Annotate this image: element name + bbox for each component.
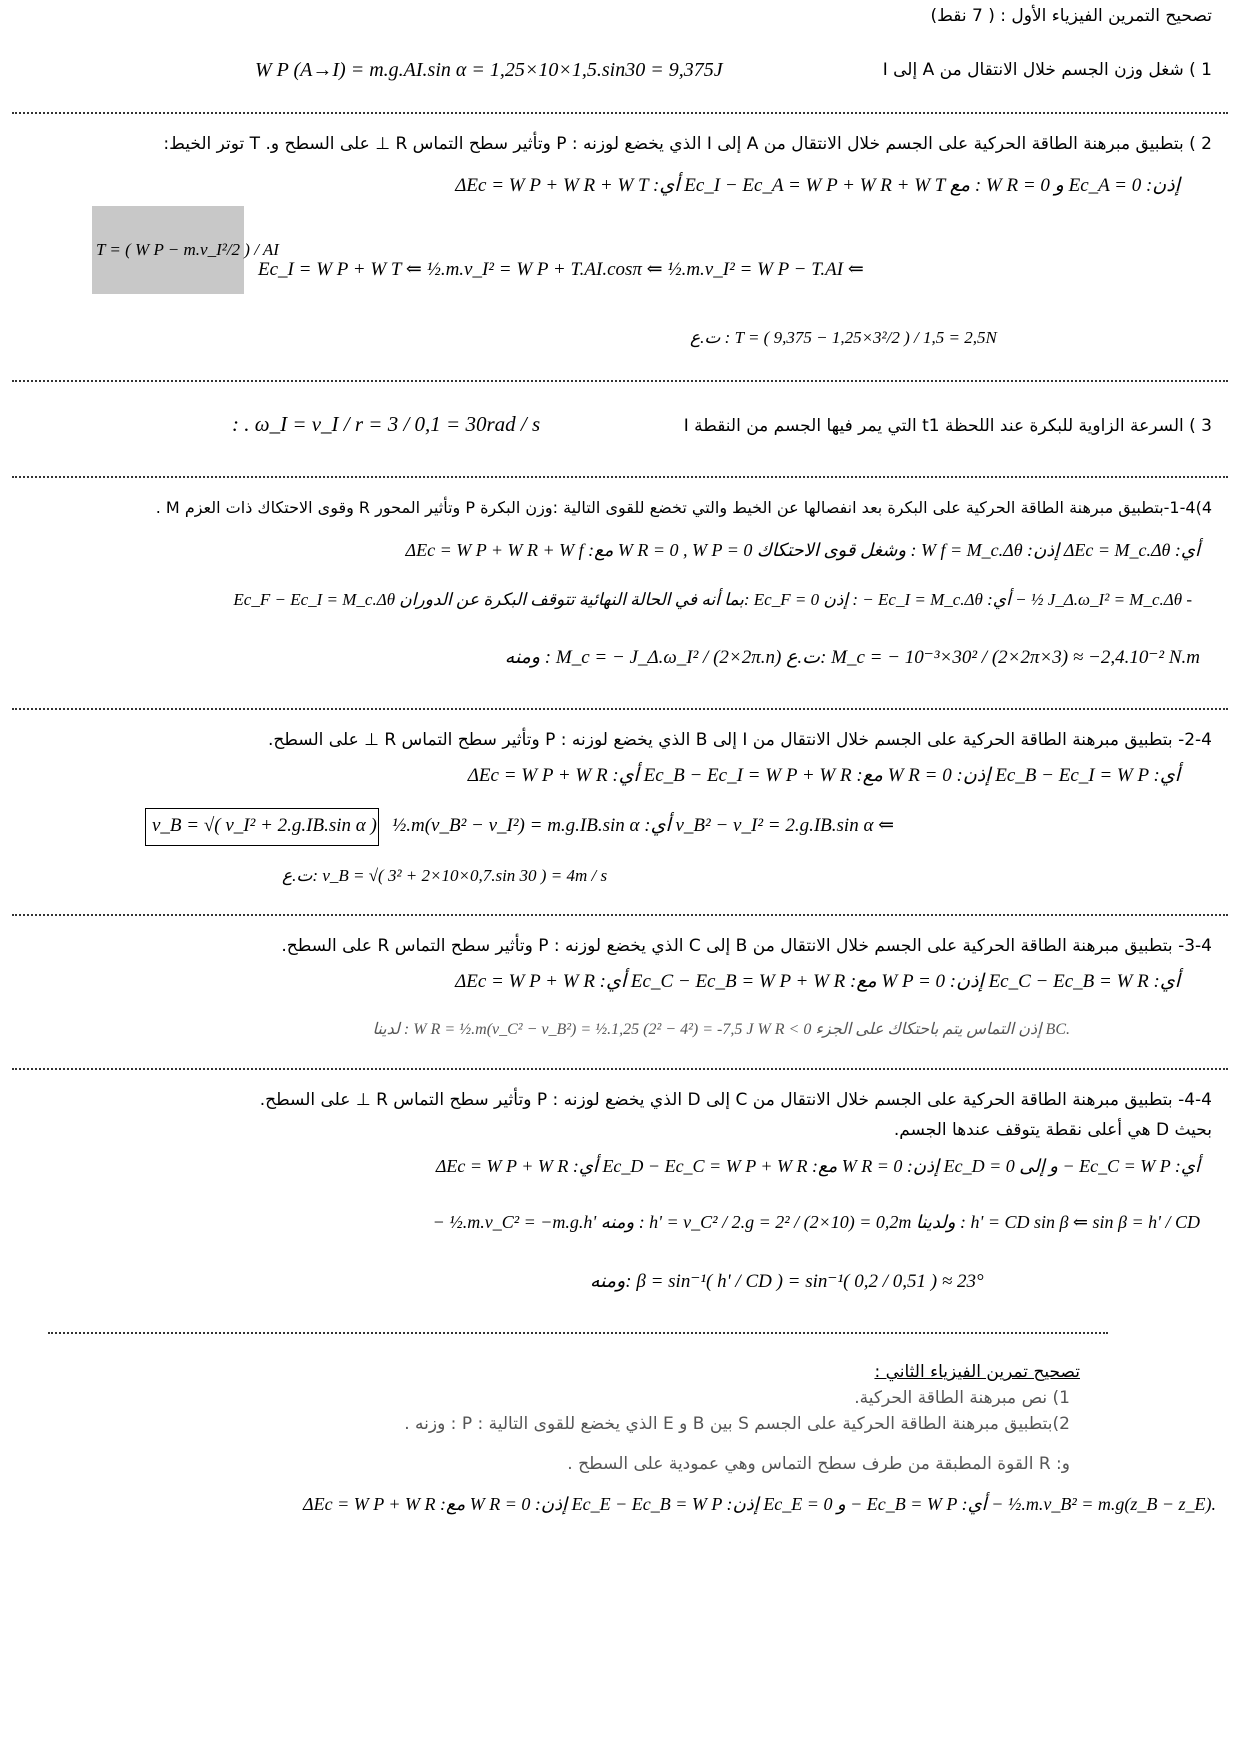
- separator: [48, 1332, 1108, 1334]
- separator: [12, 708, 1228, 710]
- separator: [12, 476, 1228, 478]
- q42-label: 2-4- بتطبيق مبرهنة الطاقة الحركية على الجسم خلال الانتقال من I إلى B الذي يخضع لوزنه : P وتأثير سطح التماس R ⊥ على السطح.: [267, 730, 1212, 750]
- q44-line2: ΔEc = W P + W R :أي Ec_D − Ec_C = W P + W R :مع W R = 0 :إذن Ec_D = 0 و إلى − Ec_C = W P :أي: [435, 1156, 1200, 1176]
- q42-line2: ΔEc = W P + W R :أي Ec_B − Ec_I = W P + W R :مع W R = 0 :إذن Ec_B − Ec_I = W P :أي: [467, 765, 1180, 786]
- q42-numeric: ت.ع: v_B = √( 3² + 2×10×0,7.sin 30 ) = 4m / s: [282, 866, 608, 885]
- q2-formula: T = ( W P − m.v_I²/2 ) / AI: [96, 240, 279, 259]
- q41-line3: Ec_F − Ec_I = M_c.Δθ بما أنه في الحالة النهائية تتوقف البكرة عن الدوران: Ec_F = 0 إذن : − Ec_I = M_c.Δθ :أي − ½ J_Δ.ω_I² = M_c.Δθ -: [233, 590, 1192, 609]
- q43-label: 3-4- بتطبيق مبرهنة الطاقة الحركية على الجسم خلال الانتقال من B إلى C الذي يخضع لوزنه : P وتأثير سطح التماس R على السطح.: [281, 936, 1212, 956]
- q41-label: 4)1-4-بتطبيق مبرهنة الطاقة الحركية على البكرة بعد انفصالها عن الخيط والتي تخضع للقوى التالية :وزن البكرة P وتأثير المحور R وقوى الاحتكاك ذات العزم M .: [155, 498, 1212, 517]
- q3-label: 3 ) السرعة الزاوية للبكرة عند اللحظة t1 التي يمر فيها الجسم من النقطة I: [683, 416, 1212, 436]
- exercise2-title: تصحيح تمرين الفيزياء الثاني :: [874, 1362, 1080, 1382]
- ex2-item1: 1) نص مبرهنة الطاقة الحركية.: [854, 1388, 1070, 1408]
- separator: [12, 380, 1228, 382]
- q3-equation: : . ω_I = v_I / r = 3 / 0,1 = 30rad / s: [232, 412, 541, 436]
- q42-boxed-text: v_B = √( v_I² + 2.g.IB.sin α ): [152, 815, 377, 836]
- q2-label: 2 ) بتطبيق مبرهنة الطاقة الحركية على الجسم خلال الانتقال من A إلى I الذي يخضع لوزنه : P وتأثير سطح التماس R ⊥ على السطح و. T توتر الخيط:: [163, 134, 1212, 154]
- q44-line4: ومنه: β = sin⁻¹( h' / CD ) = sin⁻¹( 0,2 / 0,51 ) ≈ 23°: [590, 1271, 984, 1292]
- separator: [12, 1068, 1228, 1070]
- ex2-item2b: و: R القوة المطبقة من طرف سطح التماس وهي عمودية على السطح .: [567, 1454, 1070, 1474]
- q41-line2: ΔEc = W P + W R + W f :مع W R = 0 , W P = 0 وشغل قوى الاحتكاك : W f = M_c.Δθ :إذن ΔEc = M_c.Δθ :أي: [405, 540, 1200, 560]
- separator: [12, 914, 1228, 916]
- exercise1-title: تصحيح التمرين الفيزياء الأول : ( 7 نقط): [930, 6, 1212, 26]
- q44-label: 4-4- بتطبيق مبرهنة الطاقة الحركية على الجسم خلال الانتقال من C إلى D الذي يخضع لوزنه : P وتأثير سطح التماس R ⊥ على السطح.: [259, 1090, 1212, 1110]
- q44-line3: − ½.m.v_C² = −m.g.h' ومنه : h' = v_C² / 2.g = 2² / (2×10) = 0,2m ولدينا : h' = CD sin β ⇐ sin β = h' / CD: [432, 1212, 1200, 1232]
- q41-line4: ومنه : M_c = − J_Δ.ω_I² / (2×2π.n) ت.ع: M_c = − 10⁻³×30² / (2×2π×3) ≈ −2,4.10⁻² N.m: [504, 647, 1200, 668]
- q2-line2: ΔEc = W P + W R + W T :أي Ec_I − Ec_A = W P + W R + W T مع : W R = 0 و Ec_A = 0 :إذن: [455, 175, 1180, 196]
- separator: [12, 112, 1228, 114]
- q43-line2: ΔEc = W P + W R :أي Ec_C − Ec_B = W P + W R :مع W P = 0 :إذن Ec_C − Ec_B = W R :أي: [455, 971, 1180, 992]
- q44-label2: بحيث D هي أعلى نقطة يتوقف عندها الجسم.: [893, 1120, 1212, 1140]
- q2-line3: Ec_I = W P + W T ⇐ ½.m.v_I² = W P + T.AI.cosπ ⇐ ½.m.v_I² = W P − T.AI ⇐: [258, 259, 864, 280]
- q1-label: 1 ) شغل وزن الجسم خلال الانتقال من A إلى I: [882, 60, 1212, 80]
- ex2-item2: 2)بتطبيق مبرهنة الطاقة الحركية على الجسم S بين B و E الذي يخضع للقوى التالية : P : وزنه .: [404, 1414, 1070, 1434]
- q42-line3: ½.m(v_B² − v_I²) = m.g.IB.sin α :أي v_B² − v_I² = 2.g.IB.sin α ⇐: [392, 815, 895, 836]
- q43-line3: لدينا : W R = ½.m(v_C² − v_B²) = ½.1,25 (2² − 4²) = -7,5 J W R < 0 إذن التماس يتم باحتكاك على الجزء BC.: [372, 1021, 1070, 1038]
- q2-numeric: ت.ع : T = ( 9,375 − 1,25×3²/2 ) / 1,5 = 2,5N: [690, 328, 997, 347]
- ex2-equation: ΔEc = W P + W R :مع W R = 0 :إذن Ec_E − Ec_B = W P :إذن Ec_E = 0 و − Ec_B = W P :أي − ½.m.v_B² = m.g(z_B − z_E).: [303, 1494, 1216, 1514]
- q1-equation: W P (A→I) = m.g.AI.sin α = 1,25×10×1,5.sin30 = 9,375J: [255, 59, 723, 81]
